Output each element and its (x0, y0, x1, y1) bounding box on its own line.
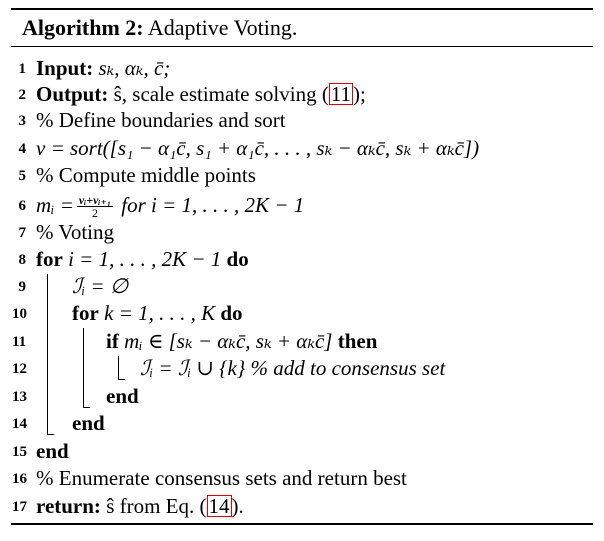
if-block-tick (118, 379, 125, 380)
for-keyword: for (36, 247, 63, 271)
comment-text: % Voting (36, 220, 114, 244)
line-content (36, 192, 304, 219)
outer-loop-block-tick (47, 434, 54, 435)
comment-text: % Compute middle points (36, 163, 256, 187)
caption-label: Algorithm 2: (22, 15, 144, 40)
loop-range: k = 1, . . . , K (98, 301, 221, 325)
for-keyword: for (72, 301, 99, 325)
line-content (36, 493, 244, 519)
line-content (36, 55, 170, 81)
line-number: 7 (18, 225, 26, 241)
do-keyword: do (220, 301, 243, 325)
line-number: 13 (12, 389, 27, 405)
line-number: 4 (18, 141, 26, 157)
output-text-end: ); (353, 82, 366, 106)
equation-reference-link[interactable]: 11 (330, 82, 352, 106)
line-number: 12 (12, 361, 27, 377)
line-number: 9 (18, 279, 26, 295)
if-block-bar (118, 356, 119, 380)
comment-text: % Enumerate consensus sets and return best (36, 466, 407, 490)
return-text-end: ). (231, 494, 244, 518)
line-number: 3 (18, 113, 26, 129)
line-number: 5 (18, 168, 26, 184)
if-keyword: if (106, 329, 119, 353)
sort-statement: v = sort([s₁ − α₁c̄, s₁ + α₁c̄, . . . , sₖ − αₖc̄, sₖ + αₖc̄]) (36, 136, 480, 160)
fraction-numerator: vᵢ+vᵢ₊₁ (78, 193, 111, 208)
then-keyword: then (337, 329, 378, 353)
inner-loop-block-tick (83, 407, 90, 408)
init-statement: ℐᵢ = ∅ (72, 274, 129, 298)
if-condition: mᵢ ∈ [sₖ − αₖc̄, sₖ + αₖc̄] (118, 329, 338, 353)
output-text: ŝ, scale estimate solving ( (108, 82, 329, 106)
line-number: 14 (12, 416, 27, 432)
line-content (106, 328, 377, 354)
return-keyword: return: (36, 494, 101, 518)
input-values: sₖ, αₖ, c̄; (93, 56, 171, 80)
bottom-rule (11, 523, 593, 525)
output-keyword: Output: (36, 82, 109, 106)
end-keyword: end (36, 439, 69, 463)
comment-text: % Define boundaries and sort (36, 108, 286, 132)
midpoint-lhs: mᵢ = (36, 193, 74, 217)
do-keyword: do (226, 247, 249, 271)
input-keyword: Input: (36, 56, 94, 80)
consensus-update: ℐᵢ = ℐᵢ ∪ {k} % add to consensus set (140, 356, 446, 380)
line-number: 16 (12, 471, 27, 487)
line-number: 17 (12, 499, 27, 515)
line-content (72, 300, 243, 326)
midpoint-range: for i = 1, . . . , 2K − 1 (116, 193, 305, 217)
midpoint-fraction (77, 195, 113, 219)
line-number: 15 (12, 444, 27, 460)
algorithm-caption (22, 13, 297, 43)
fraction-denominator: 2 (91, 206, 98, 221)
return-text: ŝ from Eq. ( (100, 494, 207, 518)
loop-range: i = 1, . . . , 2K − 1 (62, 247, 227, 271)
line-number: 2 (18, 87, 26, 103)
line-content (36, 81, 366, 107)
line-number: 11 (12, 334, 27, 350)
end-keyword: end (72, 411, 105, 435)
line-number: 6 (18, 198, 26, 214)
caption-rule (11, 46, 593, 47)
end-keyword: end (106, 384, 139, 408)
outer-loop-block-bar (47, 274, 48, 435)
line-number: 1 (18, 61, 26, 77)
equation-reference-link[interactable]: 14 (208, 494, 230, 518)
line-number: 10 (12, 306, 27, 322)
inner-loop-block-bar (83, 328, 84, 408)
top-rule (11, 8, 593, 10)
caption-title: Adaptive Voting. (147, 15, 298, 40)
line-number: 8 (18, 252, 26, 268)
line-content (36, 246, 249, 272)
